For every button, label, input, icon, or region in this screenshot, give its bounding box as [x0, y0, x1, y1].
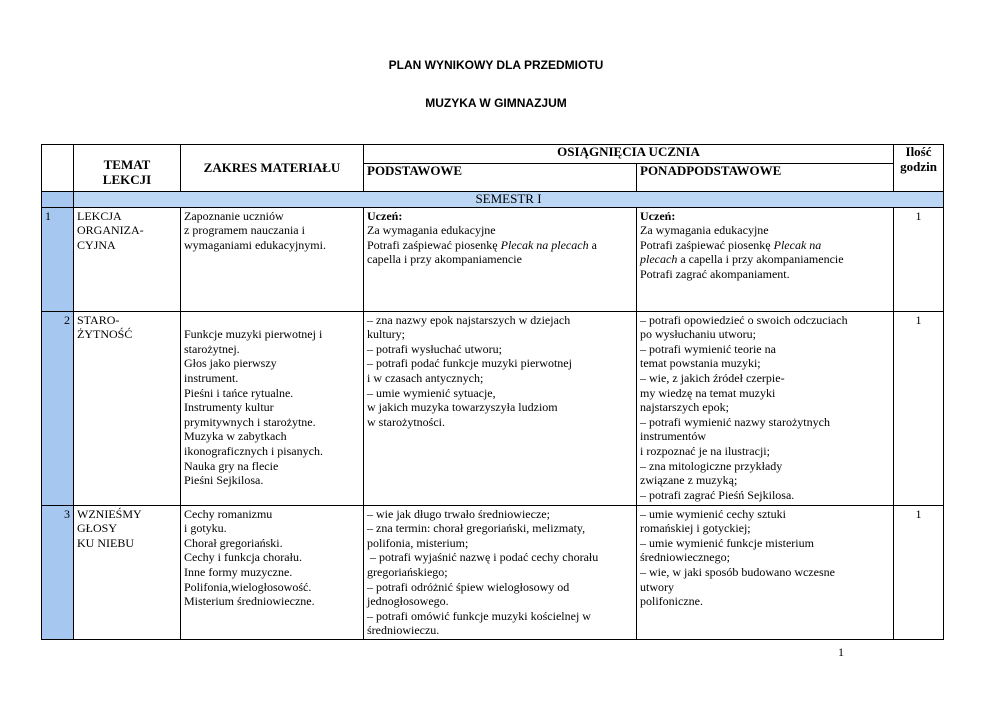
row-topic	[74, 311, 181, 505]
advanced-line: związane z muzyką;	[640, 473, 738, 488]
advanced-line: utwory	[640, 579, 674, 594]
row-advanced	[637, 505, 894, 639]
basic-line: gregoriańskiego;	[367, 564, 448, 579]
advanced-line: Potrafi zagrać akompaniament.	[640, 266, 790, 281]
topic-line: LEKCJA	[77, 208, 122, 223]
advanced-line: – wie, z jakich źródeł czerpie-	[640, 370, 785, 385]
basic-line: – potrafi odróżnić śpiew wielogłosowy od	[367, 579, 570, 594]
advanced-line: – potrafi opowiedzieć o swoich odczuciach	[640, 312, 848, 327]
basic-text: a	[588, 237, 597, 252]
table-row	[42, 207, 944, 311]
row-number: 3	[42, 505, 74, 639]
advanced-line: i rozpoznać je na ilustracji;	[640, 443, 770, 458]
material-line: prymitywnych i starożytne.	[184, 414, 316, 429]
material-line: Głos jako pierwszy	[184, 356, 277, 371]
row-number: 2	[42, 311, 74, 505]
basic-line: capella i przy akompaniamencie	[367, 252, 522, 267]
row-material	[181, 207, 364, 311]
material-line: Funkcje muzyki pierwotnej i	[184, 327, 323, 342]
basic-line: polifonia, misterium;	[367, 535, 469, 550]
header-topic-line1: TEMAT	[103, 156, 151, 172]
advanced-line: – potrafi wymienić nazwy starożytnych	[640, 414, 830, 429]
material-line: starożytnej.	[184, 341, 240, 356]
header-advanced: PONADPODSTAWOWE	[637, 164, 894, 192]
topic-line: WZNIEŚMY	[77, 506, 142, 521]
advanced-line: Za wymagania edukacyjne	[640, 223, 769, 238]
song-title: Plecak na plecach	[500, 237, 589, 252]
row-advanced	[637, 207, 894, 311]
row-advanced	[637, 311, 894, 505]
material-line: Pieśni i tańce rytualne.	[184, 385, 294, 400]
advanced-line: – wie, w jaki sposób budowano wczesne	[640, 564, 835, 579]
row-hours: 1	[894, 505, 944, 639]
advanced-line: instrumentów	[640, 429, 706, 444]
advanced-line: polifoniczne.	[640, 594, 703, 609]
song-title: Plecak na	[773, 237, 822, 252]
header-basic: PODSTAWOWE	[364, 164, 637, 192]
basic-line: jednogłosowego.	[367, 594, 449, 609]
basic-line: w jakich muzyka towarzyszyła ludziom	[367, 400, 558, 415]
basic-line: – umie wymienić sytuacje,	[367, 385, 496, 400]
basic-line: średniowieczu.	[367, 623, 440, 638]
basic-line: Za wymagania edukacyjne	[367, 223, 496, 238]
table-row	[42, 505, 944, 639]
advanced-line: – umie wymienić cechy sztuki	[640, 506, 786, 521]
material-line: Inne formy muzyczne.	[184, 564, 293, 579]
basic-text: Potrafi zaśpiewać piosenkę	[367, 237, 501, 252]
advanced-line: – zna mitologiczne przykłady	[640, 458, 783, 473]
material-line: Nauka gry na flecie	[184, 458, 279, 473]
basic-line: – zna termin: chorał gregoriański, melizmaty,	[367, 521, 586, 536]
semester-number-cell	[42, 192, 74, 208]
basic-line: – potrafi podać funkcje muzyki pierwotnej	[367, 356, 572, 371]
material-line: Polifonia,wielogłosowość.	[184, 579, 312, 594]
header-hours-line2: godzin	[900, 158, 937, 174]
advanced-line: najstarszych epok;	[640, 400, 729, 415]
row-number: 1	[42, 207, 74, 311]
advanced-line: temat powstania muzyki;	[640, 356, 761, 371]
basic-line: – potrafi omówić funkcje muzyki kościelnej w	[367, 608, 591, 623]
row-material	[181, 505, 364, 639]
basic-line: kultury;	[367, 327, 405, 342]
basic-line: – potrafi wyjaśnić nazwę i podać cechy chorału	[367, 550, 599, 565]
topic-line: STARO-	[77, 312, 120, 327]
material-line: instrument.	[184, 370, 239, 385]
material-line: i gotyku.	[184, 521, 227, 536]
basic-line: – potrafi wysłuchać utworu;	[367, 341, 502, 356]
row-topic	[74, 207, 181, 311]
material-line: Misterium średniowieczne.	[184, 594, 315, 609]
material-line: z programem nauczania i	[184, 223, 305, 238]
advanced-line: po wysłuchaniu utworu;	[640, 327, 756, 342]
advanced-line	[640, 238, 890, 253]
header-number-cell	[42, 145, 74, 192]
topic-line: GŁOSY	[77, 521, 118, 536]
row-hours: 1	[894, 311, 944, 505]
advanced-line: romańskiej i gotyckiej;	[640, 521, 751, 536]
advanced-line: średniowiecznego;	[640, 550, 730, 565]
row-hours: 1	[894, 207, 944, 311]
material-line: wymaganiami edukacyjnymi.	[184, 237, 326, 252]
row-topic	[74, 505, 181, 639]
basic-line	[367, 238, 633, 253]
advanced-line: – potrafi wymienić teorie na	[640, 341, 776, 356]
advanced-line: my wiedzę na temat muzyki	[640, 385, 776, 400]
header-hours	[894, 145, 944, 192]
topic-line: ORGANIZA-	[77, 223, 144, 238]
basic-line: – zna nazwy epok najstarszych w dziejach	[367, 312, 571, 327]
basic-line: – wie jak długo trwało średniowiecze;	[367, 506, 550, 521]
advanced-intro: Uczeń:	[640, 208, 676, 223]
basic-intro: Uczeń:	[367, 208, 403, 223]
row-basic	[364, 505, 637, 639]
material-line: Muzyka w zabytkach	[184, 429, 287, 444]
header-achievements: OSIĄGNIĘCIA UCZNIA	[364, 145, 894, 164]
material-line: ikonograficznych i pisanych.	[184, 443, 323, 458]
advanced-line: – umie wymienić funkcje misterium	[640, 535, 814, 550]
document-title: PLAN WYNIKOWY DLA PRZEDMIOTU	[388, 58, 604, 72]
row-material	[181, 311, 364, 505]
material-line: Pieśni Sejkilosa.	[184, 473, 264, 488]
song-title: plecach	[640, 252, 678, 267]
topic-line: KU NIEBU	[77, 535, 134, 550]
semester-label: SEMESTR I	[74, 192, 944, 208]
material-line: Zapoznanie uczniów	[184, 208, 284, 223]
plan-table	[41, 144, 944, 640]
advanced-text: Potrafi zaśpiewać piosenkę	[640, 237, 774, 252]
table-row	[42, 311, 944, 505]
material-line: Cechy romanizmu	[184, 506, 273, 521]
material-line: Cechy i funkcja chorału.	[184, 550, 302, 565]
header-topic	[74, 145, 181, 192]
advanced-line: – potrafi zagrać Pieśń Sejkilosa.	[640, 487, 795, 502]
basic-line: i w czasach antycznych;	[367, 370, 484, 385]
advanced-line	[640, 252, 890, 267]
material-line: Chorał gregoriański.	[184, 535, 283, 550]
row-basic	[364, 207, 637, 311]
topic-line: CYJNA	[77, 237, 116, 252]
header-topic-line2: LEKCJI	[102, 171, 152, 187]
row-basic	[364, 311, 637, 505]
header-material: ZAKRES MATERIAŁU	[181, 145, 364, 192]
advanced-text: a capella i przy akompaniamencie	[677, 252, 844, 267]
document-subtitle: MUZYKA W GIMNAZJUM	[425, 96, 567, 110]
header-hours-line1: Ilość	[905, 144, 932, 159]
page-number: 1	[838, 645, 844, 659]
basic-line: w starożytności.	[367, 414, 445, 429]
material-line: Instrumenty kultur	[184, 400, 274, 415]
topic-line: ŻYTNOŚĆ	[77, 327, 133, 342]
